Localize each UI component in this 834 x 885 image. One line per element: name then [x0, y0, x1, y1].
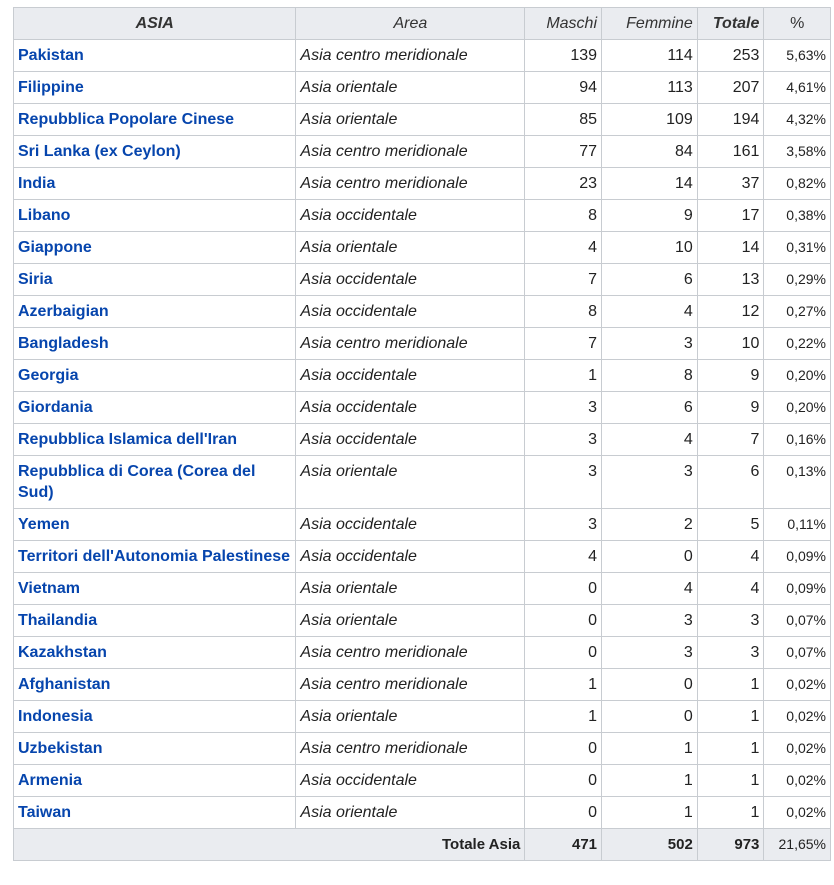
femmine-cell: 1 — [602, 733, 698, 765]
area-cell: Asia occidentale — [296, 541, 525, 573]
country-link[interactable]: Giordania — [14, 392, 296, 424]
maschi-cell: 23 — [525, 168, 602, 200]
percent-cell: 0,38% — [764, 200, 831, 232]
femmine-cell: 14 — [602, 168, 698, 200]
femmine-cell: 0 — [602, 541, 698, 573]
maschi-cell: 0 — [525, 797, 602, 829]
femmine-cell: 3 — [602, 456, 698, 509]
area-cell: Asia orientale — [296, 72, 525, 104]
maschi-cell: 1 — [525, 669, 602, 701]
table-row — [14, 264, 831, 296]
femmine-cell: 113 — [602, 72, 698, 104]
country-link[interactable]: Indonesia — [14, 701, 296, 733]
table-row — [14, 637, 831, 669]
country-link[interactable]: Azerbaigian — [14, 296, 296, 328]
country-link[interactable]: Repubblica Popolare Cinese — [14, 104, 296, 136]
femmine-cell: 4 — [602, 573, 698, 605]
maschi-cell: 8 — [525, 200, 602, 232]
country-link[interactable]: Uzbekistan — [14, 733, 296, 765]
femmine-cell: 0 — [602, 669, 698, 701]
maschi-cell: 1 — [525, 360, 602, 392]
country-link[interactable]: Yemen — [14, 509, 296, 541]
percent-cell: 0,02% — [764, 765, 831, 797]
maschi-cell: 94 — [525, 72, 602, 104]
maschi-cell: 3 — [525, 456, 602, 509]
total-maschi: 471 — [525, 829, 602, 861]
country-link[interactable]: Sri Lanka (ex Ceylon) — [14, 136, 296, 168]
totale-cell: 1 — [697, 733, 764, 765]
maschi-cell: 7 — [525, 328, 602, 360]
femmine-cell: 114 — [602, 40, 698, 72]
totale-cell: 37 — [697, 168, 764, 200]
area-cell: Asia orientale — [296, 701, 525, 733]
total-row — [14, 829, 831, 861]
table-row — [14, 701, 831, 733]
area-cell: Asia orientale — [296, 573, 525, 605]
maschi-cell: 0 — [525, 573, 602, 605]
maschi-cell: 0 — [525, 765, 602, 797]
totale-cell: 1 — [697, 669, 764, 701]
totale-cell: 10 — [697, 328, 764, 360]
totale-cell: 9 — [697, 360, 764, 392]
country-link[interactable]: Armenia — [14, 765, 296, 797]
table-row — [14, 392, 831, 424]
femmine-cell: 0 — [602, 701, 698, 733]
femmine-cell: 3 — [602, 605, 698, 637]
area-cell: Asia centro meridionale — [296, 328, 525, 360]
area-cell: Asia centro meridionale — [296, 136, 525, 168]
table-row — [14, 168, 831, 200]
area-cell: Asia centro meridionale — [296, 733, 525, 765]
area-cell: Asia centro meridionale — [296, 637, 525, 669]
femmine-cell: 8 — [602, 360, 698, 392]
table-body — [14, 40, 831, 829]
country-link[interactable]: Giappone — [14, 232, 296, 264]
area-cell: Asia orientale — [296, 797, 525, 829]
totale-cell: 194 — [697, 104, 764, 136]
maschi-cell: 4 — [525, 541, 602, 573]
totale-cell: 14 — [697, 232, 764, 264]
femmine-cell: 6 — [602, 264, 698, 296]
country-link[interactable]: Territori dell'Autonomia Palestinese — [14, 541, 296, 573]
femmine-cell: 4 — [602, 296, 698, 328]
header-row — [14, 8, 831, 40]
header-femmine[interactable]: Femmine — [602, 8, 698, 40]
table-row — [14, 456, 831, 509]
area-cell: Asia occidentale — [296, 296, 525, 328]
percent-cell: 0,13% — [764, 456, 831, 509]
totale-cell: 6 — [697, 456, 764, 509]
country-link[interactable]: Vietnam — [14, 573, 296, 605]
percent-cell: 0,02% — [764, 701, 831, 733]
area-cell: Asia occidentale — [296, 392, 525, 424]
area-cell: Asia centro meridionale — [296, 168, 525, 200]
maschi-cell: 3 — [525, 424, 602, 456]
femmine-cell: 4 — [602, 424, 698, 456]
percent-cell: 0,07% — [764, 605, 831, 637]
maschi-cell: 77 — [525, 136, 602, 168]
percent-cell: 4,32% — [764, 104, 831, 136]
area-cell: Asia occidentale — [296, 424, 525, 456]
table-row — [14, 136, 831, 168]
maschi-cell: 0 — [525, 637, 602, 669]
percent-cell: 0,20% — [764, 360, 831, 392]
percent-cell: 0,09% — [764, 573, 831, 605]
country-link[interactable]: Georgia — [14, 360, 296, 392]
header-totale[interactable]: Totale — [697, 8, 764, 40]
femmine-cell: 3 — [602, 328, 698, 360]
country-link[interactable]: Bangladesh — [14, 328, 296, 360]
maschi-cell: 3 — [525, 509, 602, 541]
area-cell: Asia occidentale — [296, 360, 525, 392]
totale-cell: 13 — [697, 264, 764, 296]
country-link[interactable]: Libano — [14, 200, 296, 232]
country-link[interactable]: Afghanistan — [14, 669, 296, 701]
totale-cell: 253 — [697, 40, 764, 72]
femmine-cell: 84 — [602, 136, 698, 168]
femmine-cell: 2 — [602, 509, 698, 541]
total-femmine: 502 — [602, 829, 698, 861]
total-percent: 21,65% — [764, 829, 831, 861]
header-asia[interactable]: ASIA — [14, 8, 296, 40]
header-area[interactable]: Area — [296, 8, 525, 40]
femmine-cell: 109 — [602, 104, 698, 136]
percent-cell: 4,61% — [764, 72, 831, 104]
table-row — [14, 541, 831, 573]
femmine-cell: 6 — [602, 392, 698, 424]
country-link[interactable]: Pakistan — [14, 40, 296, 72]
maschi-cell: 139 — [525, 40, 602, 72]
table-row — [14, 605, 831, 637]
totale-cell: 3 — [697, 605, 764, 637]
header-percent[interactable]: % — [764, 8, 831, 40]
maschi-cell: 4 — [525, 232, 602, 264]
table-row — [14, 509, 831, 541]
maschi-cell: 0 — [525, 733, 602, 765]
area-cell: Asia occidentale — [296, 200, 525, 232]
total-totale: 973 — [697, 829, 764, 861]
totale-cell: 4 — [697, 573, 764, 605]
table-row — [14, 232, 831, 264]
table-row — [14, 797, 831, 829]
area-cell: Asia orientale — [296, 232, 525, 264]
maschi-cell: 0 — [525, 605, 602, 637]
maschi-cell: 3 — [525, 392, 602, 424]
area-cell: Asia occidentale — [296, 509, 525, 541]
country-link[interactable]: Siria — [14, 264, 296, 296]
totale-cell: 12 — [697, 296, 764, 328]
table-row — [14, 72, 831, 104]
percent-cell: 0,11% — [764, 509, 831, 541]
area-cell: Asia centro meridionale — [296, 40, 525, 72]
percent-cell: 3,58% — [764, 136, 831, 168]
totale-cell: 1 — [697, 701, 764, 733]
country-link[interactable]: Repubblica di Corea (Corea del Sud) — [14, 456, 296, 509]
maschi-cell: 8 — [525, 296, 602, 328]
country-link[interactable]: Filippine — [14, 72, 296, 104]
percent-cell: 0,02% — [764, 669, 831, 701]
percent-cell: 0,16% — [764, 424, 831, 456]
percent-cell: 0,02% — [764, 733, 831, 765]
femmine-cell: 3 — [602, 637, 698, 669]
country-link[interactable]: India — [14, 168, 296, 200]
maschi-cell: 7 — [525, 264, 602, 296]
percent-cell: 0,27% — [764, 296, 831, 328]
asia-table — [13, 7, 831, 861]
maschi-cell: 1 — [525, 701, 602, 733]
table-row — [14, 733, 831, 765]
table-row — [14, 200, 831, 232]
percent-cell: 5,63% — [764, 40, 831, 72]
country-link[interactable]: Repubblica Islamica dell'Iran — [14, 424, 296, 456]
header-maschi[interactable]: Maschi — [525, 8, 602, 40]
table-row — [14, 765, 831, 797]
country-link[interactable]: Kazakhstan — [14, 637, 296, 669]
table-row — [14, 573, 831, 605]
totale-cell: 17 — [697, 200, 764, 232]
percent-cell: 0,02% — [764, 797, 831, 829]
totale-cell: 1 — [697, 765, 764, 797]
table-row — [14, 104, 831, 136]
totale-cell: 4 — [697, 541, 764, 573]
area-cell: Asia occidentale — [296, 765, 525, 797]
totale-cell: 207 — [697, 72, 764, 104]
totale-cell: 1 — [697, 797, 764, 829]
percent-cell: 0,20% — [764, 392, 831, 424]
total-label: Totale Asia — [14, 829, 525, 861]
area-cell: Asia orientale — [296, 605, 525, 637]
table-row — [14, 424, 831, 456]
percent-cell: 0,29% — [764, 264, 831, 296]
femmine-cell: 1 — [602, 797, 698, 829]
totale-cell: 161 — [697, 136, 764, 168]
table-row — [14, 360, 831, 392]
percent-cell: 0,09% — [764, 541, 831, 573]
maschi-cell: 85 — [525, 104, 602, 136]
totale-cell: 3 — [697, 637, 764, 669]
area-cell: Asia orientale — [296, 104, 525, 136]
percent-cell: 0,22% — [764, 328, 831, 360]
femmine-cell: 10 — [602, 232, 698, 264]
totale-cell: 7 — [697, 424, 764, 456]
percent-cell: 0,07% — [764, 637, 831, 669]
percent-cell: 0,82% — [764, 168, 831, 200]
femmine-cell: 1 — [602, 765, 698, 797]
country-link[interactable]: Taiwan — [14, 797, 296, 829]
totale-cell: 5 — [697, 509, 764, 541]
country-link[interactable]: Thailandia — [14, 605, 296, 637]
table-row — [14, 40, 831, 72]
table-row — [14, 669, 831, 701]
totale-cell: 9 — [697, 392, 764, 424]
area-cell: Asia centro meridionale — [296, 669, 525, 701]
area-cell: Asia occidentale — [296, 264, 525, 296]
table-row — [14, 328, 831, 360]
femmine-cell: 9 — [602, 200, 698, 232]
percent-cell: 0,31% — [764, 232, 831, 264]
table-row — [14, 296, 831, 328]
area-cell: Asia orientale — [296, 456, 525, 509]
